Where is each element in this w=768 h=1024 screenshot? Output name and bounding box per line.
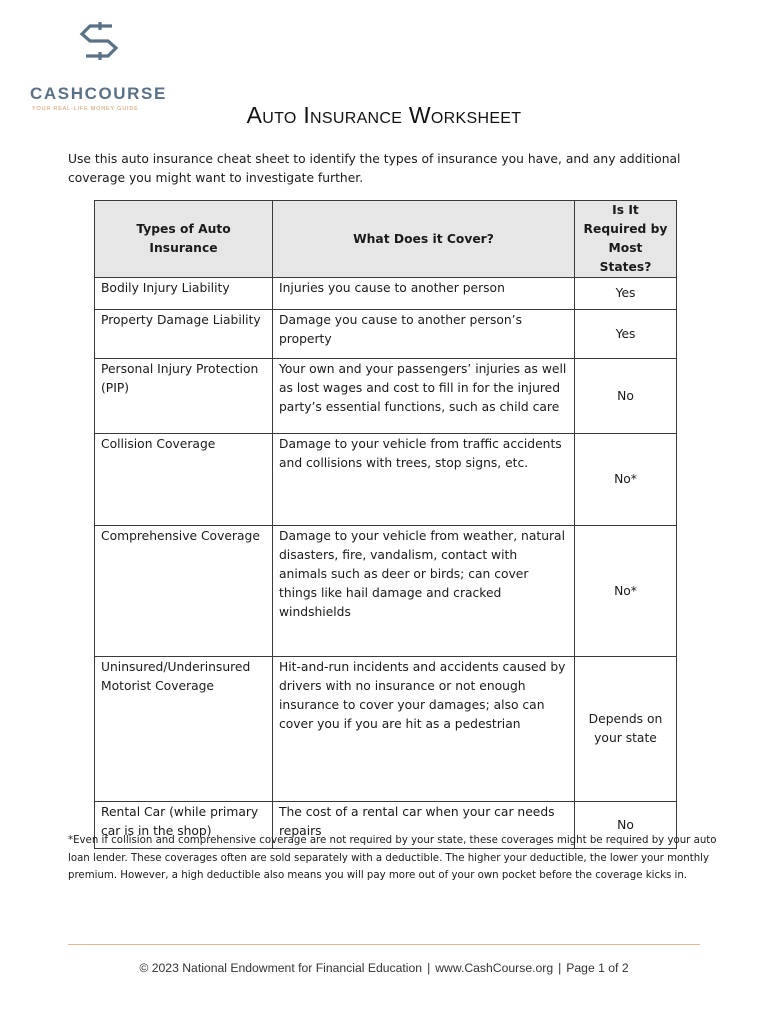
required-status: No bbox=[575, 802, 677, 849]
page-title: Auto Insurance Worksheet bbox=[246, 102, 522, 128]
footer-copyright: © 2023 National Endowment for Financial Education bbox=[139, 961, 423, 975]
coverage-description: Damage to your vehicle from traffic accidents and collisions with trees, stop signs, etc. bbox=[273, 434, 575, 526]
required-status: Yes bbox=[575, 310, 677, 359]
coverage-table bbox=[94, 200, 677, 849]
cashcourse-s-mark-icon bbox=[72, 20, 126, 62]
footer-divider bbox=[68, 944, 700, 945]
coverage-description: The cost of a rental car when your car needs repairs bbox=[273, 802, 575, 849]
coverage-description: Damage to your vehicle from weather, natural disasters, fire, vandalism, contact with animals such as deer or birds; can cover things like hail damage and cracked windshields bbox=[273, 526, 575, 657]
coverage-description: Injuries you cause to another person bbox=[273, 278, 575, 310]
table-row bbox=[95, 310, 677, 359]
footer-site-link[interactable]: www.CashCourse.org bbox=[435, 961, 554, 975]
brand-name: CASHCOURSE bbox=[30, 84, 167, 103]
header-required: Is It Required by Most States? bbox=[575, 201, 677, 278]
coverage-type: Collision Coverage bbox=[95, 434, 273, 526]
table-row bbox=[95, 434, 677, 526]
table-row bbox=[95, 526, 677, 657]
coverage-description: Hit-and-run incidents and accidents caused by drivers with no insurance or not enough insurance to cover your damages; also can cover you if you are hit as a pedestrian bbox=[273, 657, 575, 802]
table-row bbox=[95, 278, 677, 310]
coverage-type: Personal Injury Protection (PIP) bbox=[95, 359, 273, 434]
table-row bbox=[95, 657, 677, 802]
header-type: Types of Auto Insurance bbox=[95, 201, 273, 278]
cashcourse-logo bbox=[30, 18, 170, 112]
coverage-type: Bodily Injury Liability bbox=[95, 278, 273, 310]
coverage-type: Comprehensive Coverage bbox=[95, 526, 273, 657]
required-status: No* bbox=[575, 434, 677, 526]
coverage-type: Property Damage Liability bbox=[95, 310, 273, 359]
header-cover: What Does it Cover? bbox=[273, 201, 575, 278]
coverage-description: Your own and your passengers’ injuries as well as lost wages and cost to fill in for the injured party’s essential functions, such as child care bbox=[273, 359, 575, 434]
required-status: Yes bbox=[575, 278, 677, 310]
footer-page-number: Page 1 of 2 bbox=[566, 961, 629, 975]
table-header-row bbox=[95, 201, 677, 278]
page-footer bbox=[0, 961, 768, 975]
coverage-type: Rental Car (while primary car is in the shop) bbox=[95, 802, 273, 849]
brand-tagline: YOUR REAL-LIFE MONEY GUIDE bbox=[32, 106, 139, 112]
required-status: Depends on your state bbox=[575, 657, 677, 802]
footer-separator: | bbox=[558, 961, 562, 975]
required-status: No bbox=[575, 359, 677, 434]
coverage-description: Damage you cause to another person’s property bbox=[273, 310, 575, 359]
footnote: *Even if collision and comprehensive coverage are not required by your state, these coverages might be required by your auto loan lender. These coverages often are sold separately with a deductible. The higher your deductible, the lower your monthly premium. However, a high deductible also means you will pay more out of your own pocket before the coverage kicks in. bbox=[68, 835, 717, 881]
footer-separator: | bbox=[427, 961, 431, 975]
coverage-type: Uninsured/Underinsured Motorist Coverage bbox=[95, 657, 273, 802]
intro-paragraph: Use this auto insurance cheat sheet to identify the types of insurance you have, and any additional coverage you might want to investigate further. bbox=[68, 152, 681, 185]
required-status: No* bbox=[575, 526, 677, 657]
table-row bbox=[95, 359, 677, 434]
